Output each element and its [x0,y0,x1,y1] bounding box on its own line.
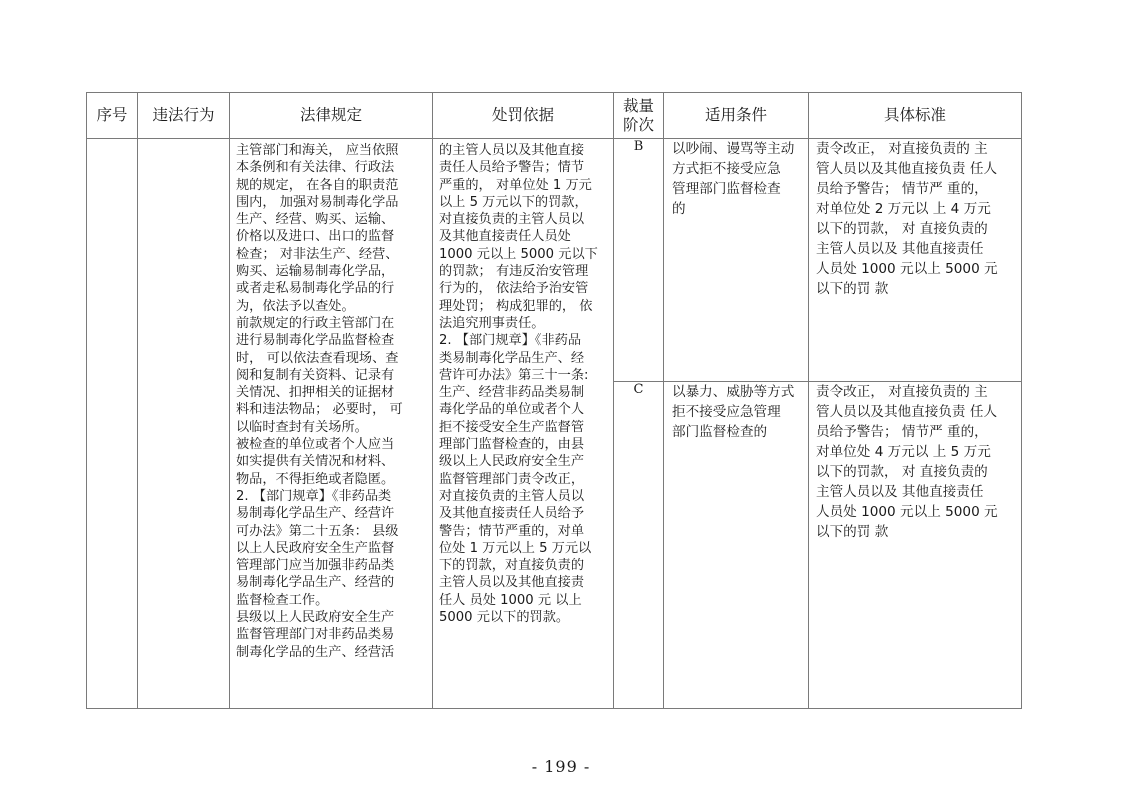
standard-text-b: 责令改正， 对直接负责的 主 管人员以及其他直接负责 任人 员给予警告； 情节严 重的， 对单位处 2 万元以 上 4 万元 以下的罚款， 对 直接负责的 主管人员以及 其他直接责任 人员处 1000 元以上 5000 元 以下的罚 款 [816,141,998,297]
header-standard: 具体标准 [809,93,1022,139]
header-level: 裁量 阶次 [614,93,664,139]
basis-text: 的主管人员以及其他直接 责任人员给予警告；情节 严重的， 对单位处 1 万元 以上 5 万元以下的罚款， 对直接负责的主管人员以 及其他直接责任人员处 1000 元以上 5000 元以下 的罚款； 有违反治安管理 行为的， 依法给予治安管 理处罚； 构成犯罪的， 依 法追究刑事责任。 2. 【部门规章】《非药品 类易制毒化学品生产、经 营许可办法》第三十一条: 生产、经营非药品类易制 毒化学品的单位或者个人 拒不接受安全生产监督管 理部门监督检查的，由县 级以上人民政府安全生产 监督管理部门责令改正， 对直接负责的主管人员以 及其他直接责任人员给予 警告；情节严重的，对单 位处 1 万元以上 5 万元以 下的罚款，对直接负责的 主管人员以及其他直接责 任人 员处 1000 元 以上 5000 元以下的罚款。 [439,143,598,626]
law-text: 主管部门和海关， 应当依照 本条例和有关法律、行政法 规的规定， 在各自的职责范 围内， 加强对易制毒化学品 生产、经营、购买、运输、 价格以及进口、出口的监督 检查； 对非法生产、经营、 购买、运输易制毒化学品， 或者走私易制毒化学品的行 为，依法予以查处。 前款规定的行政主管部门在 进行易制毒化学品监督检查 时， 可以依法查看现场、查 阅和复制有关资料、记录有 关情况、扣押相关的证据材 料和违法物品； 必要时， 可 以临时查封有关场所。 被检查的单位或者个人应当 如实提供有关情况和材料、 物品，不得拒绝或者隐匿。 2. 【部门规章】《非药品类 易制毒化学品生产、经营许 可办法》第二十五条： 县级 以上人民政府安全生产监督 管理部门应当加强非药品类 易制毒化学品生产、经营的 监督检查工作。 县级以上人民政府安全生产 监督管理部门对非药品类易 制毒化学品的生产、经营活 [236,143,403,660]
table-row [87,139,1022,382]
level-cell-b: B [614,139,664,382]
standard-cell-c [809,382,1022,709]
header-seq: 序号 [87,93,138,139]
standard-cell-b [809,139,1022,382]
penalty-table [86,92,1022,709]
standard-text-c: 责令改正， 对直接负责的 主 管人员以及其他直接负责 任人 员给予警告； 情节严 重的， 对单位处 4 万元以 上 5 万元 以下的罚款， 对 直接负责的 主管人员以及 其他直接责任 人员处 1000 元以上 5000 元 以下的罚 款 [816,384,998,541]
violation-cell [138,139,230,709]
page-number: - 199 - [531,757,591,776]
condition-cell-b [664,139,809,382]
basis-cell [433,139,614,709]
condition-text-c: 以暴力、威胁等方式 拒不接受应急管理 部门监督检查的 [672,384,795,441]
level-cell-c: C [614,382,664,709]
header-basis: 处罚依据 [433,93,614,139]
header-violation: 违法行为 [138,93,230,139]
law-cell [230,139,433,709]
condition-text-b: 以吵闹、谩骂等主动 方式拒不接受应急 管理部门监督检查 的 [672,141,795,217]
header-row [87,93,1022,139]
seq-cell [87,139,138,709]
header-condition: 适用条件 [664,93,809,139]
condition-cell-c [664,382,809,709]
header-law: 法律规定 [230,93,433,139]
